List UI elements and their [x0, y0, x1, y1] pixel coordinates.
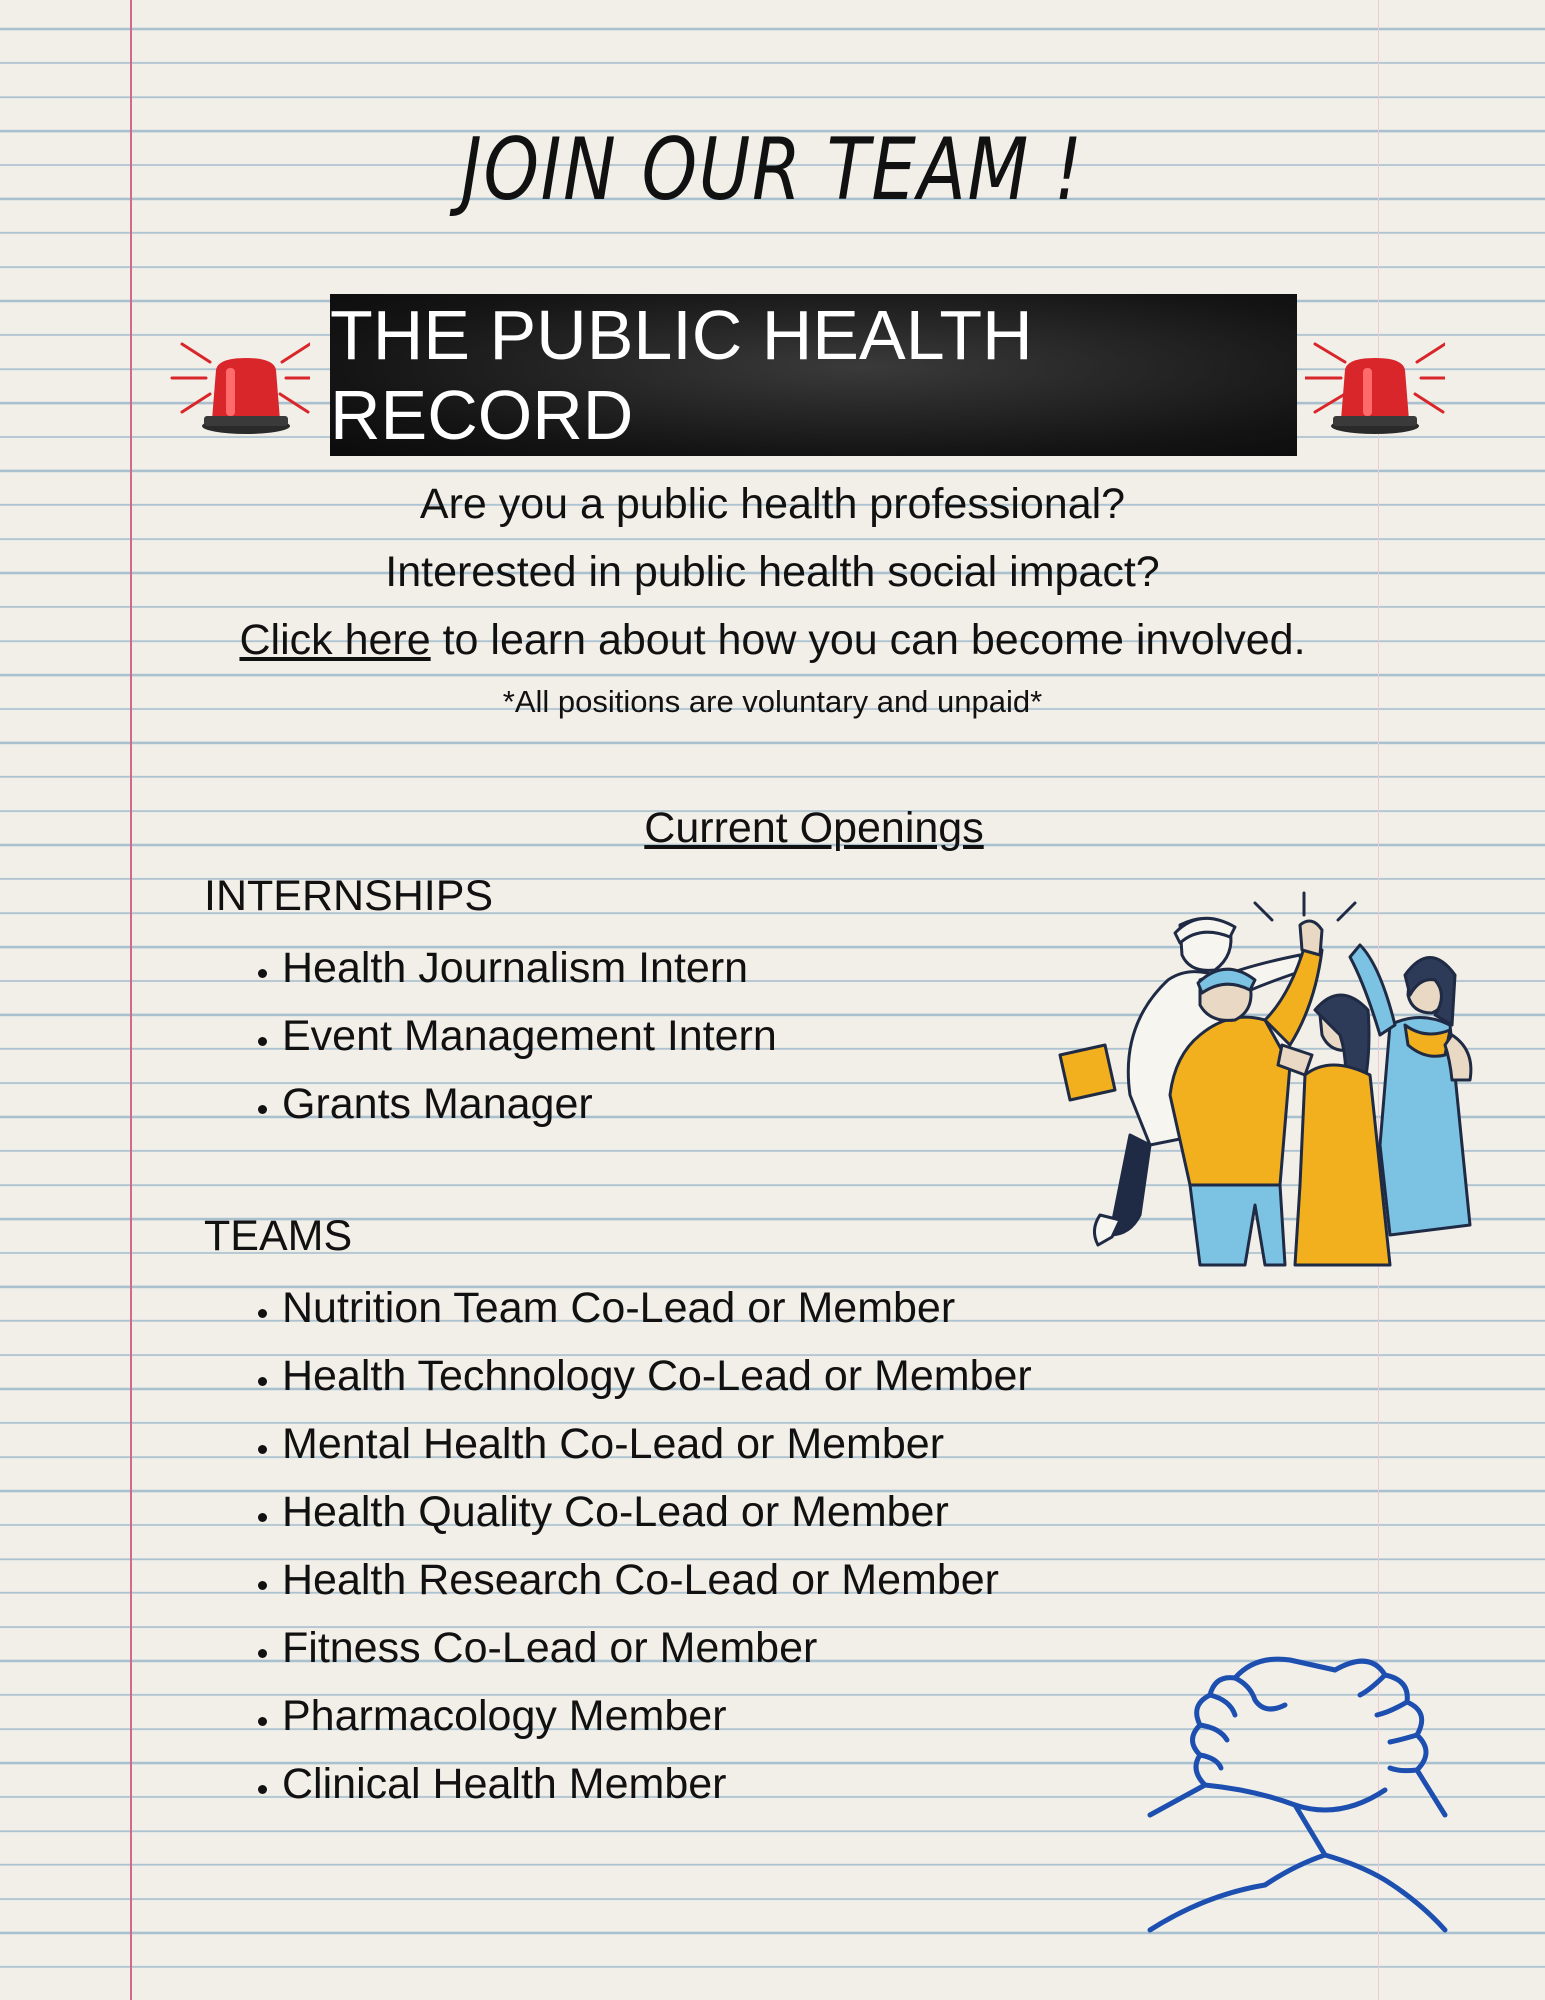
current-openings-heading: Current Openings	[644, 804, 984, 852]
intro-line-1: Are you a public health professional?	[419, 480, 1126, 528]
list-item: • Mental Health Co-Lead or Member	[282, 1410, 1032, 1478]
list-item: • Clinical Health Member	[282, 1750, 1032, 1818]
intro-line-3	[0, 616, 1545, 665]
intro-line-3-text: to learn about how you can become involved.	[430, 616, 1306, 664]
list-item: • Health Quality Co-Lead or Member	[282, 1478, 1032, 1546]
notebook-margin-line	[130, 0, 132, 2000]
teams-heading: TEAMS	[204, 1212, 353, 1260]
list-item: • Grants Manager	[282, 1070, 777, 1138]
banner	[330, 294, 1297, 456]
team-high-five-illustration	[1050, 885, 1495, 1270]
list-item: • Nutrition Team Co-Lead or Member	[282, 1274, 1032, 1342]
list-item: • Event Management Intern	[282, 1002, 777, 1070]
handshake-icon	[1145, 1640, 1455, 1950]
intro-line-2: Interested in public health social impact?	[385, 548, 1160, 596]
list-item: • Pharmacology Member	[282, 1682, 1032, 1750]
teams-list	[236, 1274, 1032, 1818]
list-item: • Fitness Co-Lead or Member	[282, 1614, 1032, 1682]
list-item: • Health Research Co-Lead or Member	[282, 1546, 1032, 1614]
internships-heading: INTERNSHIPS	[204, 872, 494, 920]
click-here-link[interactable]: Click here	[239, 616, 431, 664]
list-item: • Health Journalism Intern	[282, 934, 777, 1002]
list-item: • Health Technology Co-Lead or Member	[282, 1342, 1032, 1410]
banner-text: THE PUBLIC HEALTH RECORD	[330, 296, 1033, 454]
page-title: JOIN OUR TEAM !	[461, 120, 1084, 220]
siren-icon	[170, 330, 310, 460]
internships-list	[236, 934, 777, 1138]
voluntary-note: *All positions are voluntary and unpaid*	[502, 684, 1043, 719]
siren-icon	[1305, 330, 1445, 460]
